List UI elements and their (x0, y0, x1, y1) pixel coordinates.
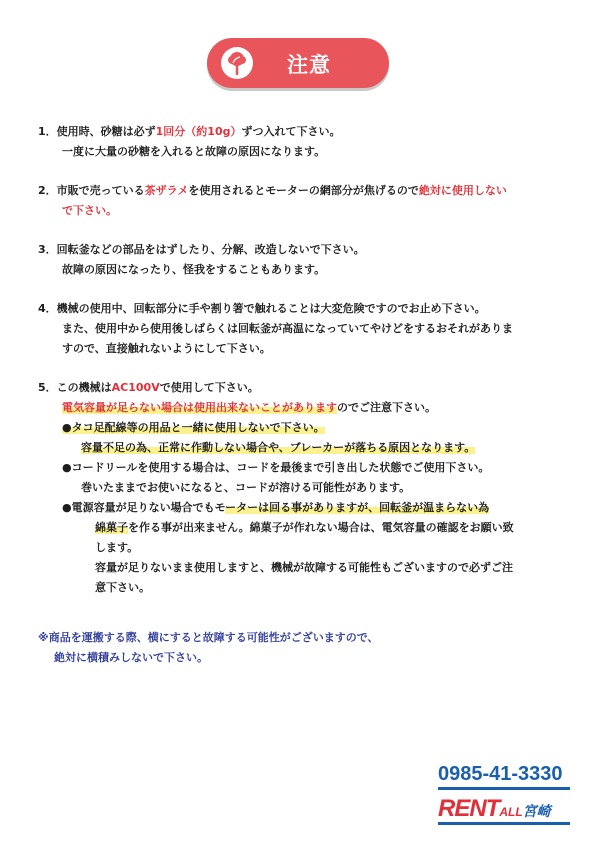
note-line-1: ※商品を運搬する際、横にすると故障する可能性がございますので、 (38, 631, 379, 644)
spacer (38, 162, 563, 181)
logo-city: 宮崎 (522, 803, 551, 819)
notice-line (38, 558, 563, 578)
notice-line (38, 498, 563, 518)
notice-text: 一度に大量の砂糖を入れると故障の原因になります。 (62, 145, 326, 158)
notice-text: また、使用中から使用後しばらくは回転釜が高温になっていてやけどをするおそれがありま (62, 322, 513, 335)
notice-text: 容量が足りないまま使用しますと、機械が故障する可能性もございますので必ずご注 (95, 561, 513, 574)
logo-underline (438, 822, 570, 825)
notice-line (38, 518, 563, 538)
notice-line (38, 122, 563, 142)
logo-all: ALL (499, 805, 523, 819)
notice-item (38, 378, 563, 598)
notice-line (38, 438, 563, 458)
notice-text: のでご注意下さい。 (337, 401, 436, 414)
transport-note (38, 628, 378, 668)
notice-text: 容量不足の為、正常に作動しない場合や、ブレーカーが落ちる原因となります。 (81, 441, 476, 454)
notice-text: 1．使用時、砂糖は必ず (38, 125, 156, 138)
notice-text: ●コードリールを使用する場合は、コードを最後まで引き出した状態でご使用下さい。 (62, 461, 490, 474)
notice-text: 茶ザラメ (144, 184, 189, 197)
notice-item (38, 122, 563, 162)
notice-line (38, 339, 563, 359)
notice-text: で使用して下さい。 (159, 381, 259, 394)
notice-line (38, 538, 563, 558)
notice-item (38, 299, 563, 359)
logo-divider (438, 787, 570, 790)
notice-text: 綿菓子 (95, 521, 128, 534)
logo-rent: RENT (438, 795, 500, 822)
notice-line (38, 418, 563, 438)
notice-line (38, 458, 563, 478)
notice-text: 5．この機械は (38, 381, 112, 394)
notice-text: 絶対に使用しない (418, 184, 507, 197)
notice-text: します。 (95, 541, 139, 554)
notice-text: ●電源容量が足りない場合でもモ (62, 501, 226, 514)
notice-text: AC100V (111, 381, 160, 394)
notice-line (38, 319, 563, 339)
spacer (38, 359, 563, 378)
notice-text: 3．回転釜などの部品をはずしたり、分解、改造しないで下さい。 (38, 243, 365, 256)
notice-text: を使用されるとモーターの網部分が焦げるので (188, 184, 419, 197)
notice-list (38, 122, 563, 598)
notice-text: を作る事が出来ません。綿菓子が作れない場合は、電気容量の確認をお願い致 (128, 521, 514, 534)
notice-line (38, 378, 563, 398)
spacer (38, 280, 563, 299)
notice-line (38, 201, 563, 221)
notice-text: ーターは回る事がありますが、回転釜が温まらない為 (225, 501, 490, 514)
note-line-2: 絶対に横積みしないで下さい。 (54, 651, 208, 664)
notice-line (38, 240, 563, 260)
page-title: 注意 (287, 53, 331, 77)
notice-line (38, 260, 563, 280)
notice-text: 故障の原因になったり、怪我をすることもあります。 (62, 263, 326, 276)
notice-item (38, 240, 563, 280)
notice-line (38, 142, 563, 162)
notice-text: 1回分（約10g） (155, 125, 242, 138)
notice-item (38, 181, 563, 221)
notice-line (38, 478, 563, 498)
notice-text: で下さい。 (62, 204, 117, 217)
cotton-candy-icon (221, 47, 253, 79)
notice-text: 意下さい。 (95, 581, 150, 594)
notice-text: ●タコ足配線等の用品と一緒に使用しないで下さい。 (62, 421, 325, 434)
title-banner (207, 38, 389, 88)
notice-line (38, 578, 563, 598)
notice-text: 4．機械の使用中、回転部分に手や割り箸で触れることは大変危険ですのでお止め下さい。 (38, 302, 486, 315)
notice-line (38, 398, 563, 418)
phone-number: 0985-41-3330 (438, 763, 563, 785)
spacer (38, 221, 563, 240)
notice-line (38, 299, 563, 319)
brand-logo (438, 795, 551, 823)
notice-line (38, 181, 563, 201)
notice-text: 電気容量が足らない場合は使用出来ないことがあります (62, 401, 337, 414)
notice-text: すので、直接触れないようにして下さい。 (62, 342, 271, 355)
notice-text: 2．市販で売っている (38, 184, 145, 197)
notice-text: ずつ入れて下さい。 (241, 125, 341, 138)
notice-text: 巻いたままでお使いになると、コードが溶ける可能性があります。 (81, 481, 411, 494)
